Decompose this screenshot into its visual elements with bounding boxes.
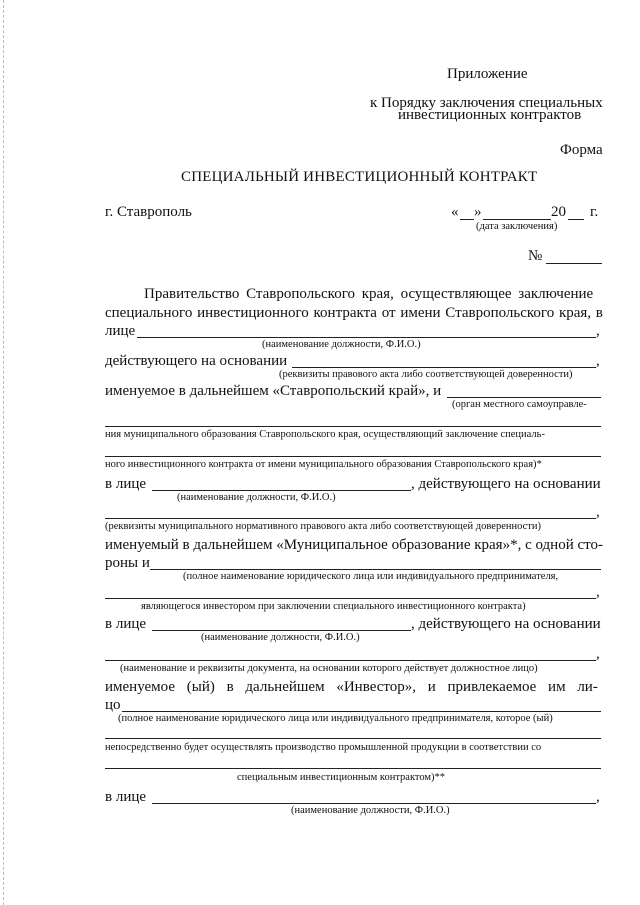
other-side-label: роны и [105, 555, 150, 571]
caption-full-name-2: (полное наименование юридического лица или индивидуального предпринимателя, которое (ый) [118, 713, 553, 724]
acting-basis-label: действующего на основании [105, 353, 288, 369]
appendix-to-line1: к Порядку заключения специальных [370, 95, 603, 111]
paragraph-line: специального инвестиционного контракта от имени Ставропольского края, в [105, 305, 603, 321]
local-government-field[interactable] [447, 397, 601, 398]
caption-municipal-2: ного инвестиционного контракта от имени муниципального образования Ставропольского края)* [105, 459, 542, 470]
acting-basis-label: , действующего на основании [411, 616, 601, 632]
date-year-suffix: г. [590, 204, 599, 220]
in-person-label: в лице [105, 616, 147, 632]
caption-position-name: (наименование должности, Ф.И.О.) [291, 805, 450, 816]
government-representative-field[interactable] [137, 337, 596, 338]
caption-municipal-1: ния муниципального образования Ставропольского края, осуществляющий заключение специаль- [105, 429, 545, 440]
caption-legal-act: (реквизиты правового акта либо соответствующей доверенности) [279, 369, 573, 380]
investor-representative-field[interactable] [152, 630, 411, 631]
producer-name-field[interactable] [122, 711, 601, 712]
caption-document: (наименование и реквизиты документа, на основании которого действует должностное лицо) [120, 663, 538, 674]
acting-basis-label: , действующего на основании [411, 476, 601, 492]
comma: , [596, 323, 600, 339]
caption-special-contract: специальным инвестиционным контрактом)** [237, 772, 446, 783]
caption-local-government: (орган местного самоуправле- [452, 399, 587, 410]
date-caption: (дата заключения) [476, 221, 558, 232]
comma: , [596, 504, 600, 520]
hereinafter-municipal: именуемый в дальнейшем «Муниципальное образование края»*, с одной сто- [105, 537, 603, 553]
in-person-label: в лице [105, 789, 147, 805]
investor-document-field[interactable] [105, 660, 596, 661]
caption-full-name: (полное наименование юридического лица или индивидуального предпринимателя, [183, 571, 559, 582]
caption-production: непосредственно будет осуществлять производство промышленной продукции в соответствии со [105, 742, 542, 753]
date-close-quote: » [474, 204, 482, 220]
municipal-act-field[interactable] [105, 518, 596, 519]
contract-number-field[interactable] [546, 263, 602, 264]
date-year-prefix: 20 [551, 204, 566, 220]
date-year-field[interactable] [568, 219, 584, 220]
caption-investor: являющегося инвестором при заключении специального инвестиционного контракта) [141, 601, 526, 612]
comma: , [596, 584, 600, 600]
paragraph-line: лице [105, 323, 136, 339]
number-label: № [528, 248, 543, 264]
caption-position-name: (наименование должности, Ф.И.О.) [201, 632, 360, 643]
person-tail: цо [105, 697, 121, 713]
comma: , [596, 646, 600, 662]
appendix-label: Приложение [447, 66, 528, 82]
caption-position-name: (наименование должности, Ф.И.О.) [177, 492, 336, 503]
comma: , [596, 789, 600, 805]
municipal-body-field-2[interactable] [105, 456, 601, 457]
in-person-label: в лице [105, 476, 147, 492]
producer-representative-field[interactable] [152, 803, 596, 804]
legal-act-field[interactable] [292, 367, 596, 368]
date-open-quote: « [451, 204, 459, 220]
municipal-body-field[interactable] [105, 426, 601, 427]
paragraph-line: Правительство Ставропольского края, осуществляющее заключение [144, 286, 594, 302]
appendix-to-line2: инвестиционных контрактов [398, 107, 582, 123]
date-day-field[interactable] [460, 219, 474, 220]
municipal-representative-field[interactable] [152, 490, 411, 491]
investor-name-field-2[interactable] [105, 598, 596, 599]
form-label: Форма [560, 142, 603, 158]
caption-position-name: (наименование должности, Ф.И.О.) [262, 339, 421, 350]
investor-name-field[interactable] [150, 569, 601, 570]
page-edge-scan-mark [3, 0, 4, 905]
comma: , [596, 353, 600, 369]
producer-name-field-3[interactable] [105, 768, 601, 769]
producer-name-field-2[interactable] [105, 738, 601, 739]
hereinafter-investor: именуемое (ый) в дальнейшем «Инвестор», и привлекаемое им ли- [105, 679, 598, 695]
hereinafter-kray: именуемое в дальнейшем «Ставропольский край», и [105, 383, 442, 399]
document-title: СПЕЦИАЛЬНЫЙ ИНВЕСТИЦИОННЫЙ КОНТРАКТ [181, 169, 538, 185]
caption-municipal-act: (реквизиты муниципального нормативного правового акта либо соответствующей доверенности) [105, 521, 541, 532]
date-month-field[interactable] [483, 219, 551, 220]
place-of-signing: г. Ставрополь [105, 204, 192, 220]
